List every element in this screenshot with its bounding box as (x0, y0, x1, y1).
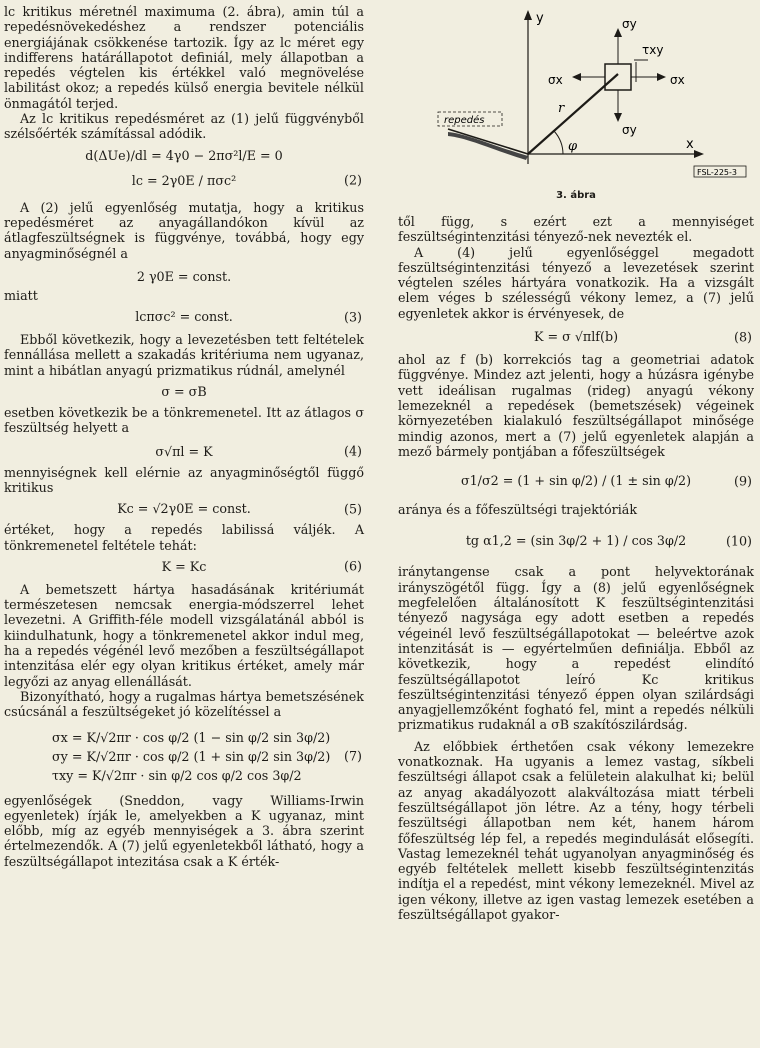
r-label: r (558, 101, 565, 116)
equation-8 (398, 329, 754, 344)
equation-9-text: σ1/σ2 = (1 + sin φ/2) / (1 ± sin φ/2) (460, 473, 692, 489)
right-paragraph-3: ahol az f (b) korrekciós tag a geometriai adatok függvénye. Mindez azt jelenti, hogy a húzásra igénybe vett ideálisan rugalmas (rideg) anyagú vékony lemezeknél a repedések (bemetszések) végeinek környezetében kialakuló feszültségállapot minősége mindig azonos, mert a (7) jelű egyenletek alapján a mező bármely pontjában a főfeszültségek (398, 352, 754, 459)
figure-3 (398, 4, 754, 210)
phi-arc (554, 131, 563, 154)
sigma-y-top-label: σy (622, 17, 637, 31)
equation-const-text: 2 γ0E = const. (136, 268, 232, 284)
equation-8-number: (8) (734, 329, 752, 345)
equation-sigma-b-text: σ = σB (161, 384, 207, 400)
left-paragraph-1: lc kritikus méretnél maximuma (2. ábra), amin túl a repedésnövekedéshez a rendszer potenciális energiájának csökkenése tartozik. Így az lc méret egy indifferens határállapotot definiál, mely állapotban a repedés végtelen kis értékkel való megnövelése labilitást okoz; a repedés külső energia bevitele nélkül önmagától terjed. (4, 4, 364, 111)
crack-label: repedés (444, 115, 485, 126)
equation-9-number: (9) (734, 473, 752, 489)
crack-hatch (448, 132, 528, 160)
sigma-x-right-label: σx (670, 73, 685, 87)
right-column (398, 4, 754, 922)
left-paragraph-8: A bemetszett hártya hasadásának kritériumát természetesen nemcsak energia-módszerrel lehet levezetni. A Griffith-féle modell vizsgálatánál abból is kiindulhatunk, hogy a tönkremenetel akkor indul meg, ha a repedés végénél levő mezőben a feszültségállapot intenzitása elér egy olyan kritikus értéket, amely már legyőzi az anyag ellenállását. (4, 581, 364, 689)
equation-5 (4, 501, 364, 516)
left-paragraph-4: Ebből következik, hogy a levezetésben tett feltételek fennállása mellett a szakadás kritériuma nem ugyanaz, mint a hibátlan anyagú prizmatikus rúdnál, amelynél (4, 332, 364, 378)
equation-3-text: lcπσc² = const. (135, 309, 233, 325)
equation-10 (398, 533, 754, 548)
left-paragraph-9: Bizonyítható, hogy a rugalmas hártya bemetszésének csúcsánál a feszültségeket jó közelítéssel a (4, 688, 364, 720)
left-paragraph-7: értéket, hogy a repedés labilissá váljék. A tönkremenetel feltétele tehát: (4, 522, 364, 553)
equation-4-text: σ√πl = K (155, 443, 213, 459)
y-axis-label: y (536, 11, 544, 26)
left-paragraph-6: mennyiségnek kell elérnie az anyagminőségtől függő kritikus (4, 464, 364, 495)
equation-sigma-b (4, 384, 364, 399)
equation-6-text: K = Kc (161, 558, 207, 574)
equation-6-number: (6) (344, 558, 362, 574)
phi-label: φ (568, 139, 578, 154)
crack-line (448, 129, 528, 154)
tau-label: τxy (642, 43, 664, 57)
equation-7-system (4, 730, 364, 783)
figure-caption: 3. ábra (556, 190, 596, 201)
equation-const (4, 269, 364, 284)
equation-7-sigma-y: σy = K/√2πr · cos φ/2 (1 + sin φ/2 sin 3φ/2) (52, 748, 331, 764)
right-paragraph-2: A (4) jelű egyenlőséggel megadott feszültségintenzitási tényező a levezetések szerint végtelen széles hártyára vonatkozik. Ha a vizsgált elem véges b szélességű vékony lemez, a (7) jelű egyenletek akkor is érvényesek, de (398, 244, 754, 321)
equation-derivative (4, 148, 364, 163)
x-axis-arrowhead (694, 150, 704, 158)
equation-9 (398, 473, 754, 488)
sigma-y-bottom-label: σy (622, 123, 637, 137)
equation-3-number: (3) (344, 309, 362, 325)
sigma-x-left-label: σx (548, 73, 563, 87)
equation-7-sigma-x: σx = K/√2πr · cos φ/2 (1 − sin φ/2 sin 3φ/2) (52, 729, 331, 745)
equation-8-text: K = σ √πlf(b) (533, 329, 619, 345)
x-axis-label: x (686, 137, 694, 152)
left-paragraph-10: egyenlőségek (Sneddon, vagy Williams-Irwin egyenletek) írják le, amelyekben a K ugyanaz, mint előbb, míg az egyéb mennyiségek a 3. ábra szerint értelmezendők. A (7) jelű egyenletekből látható, hogy a feszültségállapot intezitása csak a K érték- (4, 792, 364, 869)
equation-4-number: (4) (344, 443, 362, 459)
equation-10-text: tg α1,2 = (sin 3φ/2 + 1) / cos 3φ/2 (465, 533, 687, 549)
equation-7-tau-xy: τxy = K/√2πr · sin φ/2 cos φ/2 cos 3φ/2 (52, 767, 302, 783)
equation-5-text: Kc = √2γ0E = const. (117, 501, 251, 517)
right-paragraph-1: től függ, s ezért ezt a mennyiséget feszültségintenzitási tényező-nek nevezték el. (398, 214, 754, 245)
equation-3 (4, 309, 364, 324)
right-paragraph-4: aránya és a főfeszültségi trajektóriák (398, 502, 638, 518)
left-paragraph-3: A (2) jelű egyenlőség mutatja, hogy a kritikus repedésméret az anyagállandókon kívül az átlagfeszültségnek is függvénye, továbbá, hogy egy anyagminőségnél a (4, 199, 364, 261)
equation-2-number: (2) (344, 172, 362, 188)
left-paragraph-5: esetben következik be a tönkremenetel. Itt az átlagos σ feszültség helyett a (4, 405, 364, 436)
crack-tip-diagram (398, 4, 754, 194)
equation-10-number: (10) (725, 533, 752, 549)
equation-2-text: lc = 2γ0E / πσc² (131, 172, 237, 188)
equation-5-number: (5) (344, 501, 362, 517)
equation-7-number: (7) (344, 748, 362, 764)
equation-derivative-text: d(ΔUe)/dl = 4γ0 − 2πσ²l/E = 0 (85, 147, 283, 163)
equation-2 (4, 173, 364, 188)
right-paragraph-5: iránytangense csak a pont helyvektorának irányszögétől függ. Így a (8) jelű egyenlőségnek megfelelően általánosított K feszültségintenzitási tényező nagysága egy adott esetben a repedés végeinél levő feszültségállapotokat — beleértve azok intenzitását is — egyértelműen definiálja. Ebből az következik, hogy a repedést elindító feszültségállapotot leíró Kc kritikus feszültségintenzitási tényező éppen olyan szilárdsági anyagjellemzőként fogható fel, mint a repedés nélküli prizmatikus rudaknál a σB szakítószilárdság. (398, 564, 754, 733)
stress-element (605, 64, 631, 90)
equation-4 (4, 444, 364, 459)
right-paragraph-6: Az előbbiek érthetően csak vékony lemezekre vonatkoznak. Ha ugyanis a lemez vastag, síkbeli feszültségi állapot csak a felületein alakulhat ki; belül az anyag akadályozott alakváltozása miatt térbeli feszültségállapot jön létre. Az a tény, hogy térbeli feszültségi állapotban nem két, hanem három főfeszültség lép fel, a repedés megindulását elősegíti. Vastag lemezeknél tehát ugyanolyan anyagminőség és egyéb feltételek mellett kisebb feszültségintenzitás indítja el a repedést, mint vékony lemezeknél. Mivel az igen vékony, illetve az igen vastag lemezek esetében a feszültségállapot gyakor- (398, 738, 754, 922)
left-miatt: miatt (4, 287, 38, 303)
figure-code: FSL-225-3 (697, 168, 737, 177)
equation-6 (4, 559, 364, 574)
y-axis-arrowhead (524, 10, 532, 20)
left-column (4, 4, 364, 869)
left-paragraph-2: Az lc kritikus repedésméret az (1) jelű függvényből szélsőérték számítással adódik. (4, 111, 364, 142)
